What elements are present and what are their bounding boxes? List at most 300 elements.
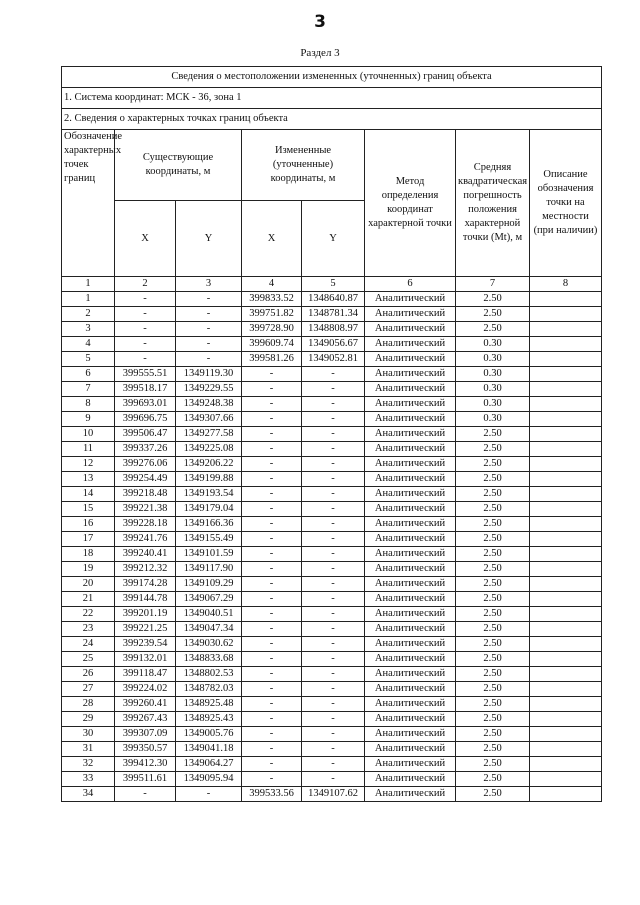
table-cell: - [302, 622, 365, 637]
table-cell: 1349052.81 [302, 352, 365, 367]
table-cell: 17 [62, 532, 115, 547]
table-cell: 2.50 [456, 637, 530, 652]
table-cell: - [302, 577, 365, 592]
table-cell [530, 532, 602, 547]
header-changed-coordinates: Измененные (уточненные) координаты, м [242, 130, 365, 201]
table-cell [530, 307, 602, 322]
table-cell: - [115, 352, 176, 367]
table-cell: Аналитический [365, 457, 456, 472]
table-cell: 20 [62, 577, 115, 592]
table-cell: 29 [62, 712, 115, 727]
table-cell [530, 667, 602, 682]
table-cell: 27 [62, 682, 115, 697]
table-cell: 4 [62, 337, 115, 352]
table-cell: Аналитический [365, 322, 456, 337]
table-cell: Аналитический [365, 757, 456, 772]
table-heading: Сведения о местоположении измененных (уточненных) границ объекта [62, 67, 602, 88]
table-row [62, 367, 602, 382]
table-cell: - [176, 787, 242, 802]
column-number-cell: 1 [62, 277, 115, 292]
table-cell: Аналитический [365, 592, 456, 607]
table-cell [530, 592, 602, 607]
table-row [62, 382, 602, 397]
boundary-points-table [61, 66, 602, 802]
table-cell: 399144.78 [115, 592, 176, 607]
table-cell: Аналитический [365, 397, 456, 412]
table-cell [530, 397, 602, 412]
table-cell: 399267.43 [115, 712, 176, 727]
table-cell: 399132.01 [115, 652, 176, 667]
table-cell: 2.50 [456, 787, 530, 802]
table-cell: 2.50 [456, 592, 530, 607]
table-cell: - [302, 637, 365, 652]
table-cell: - [302, 367, 365, 382]
table-cell: 28 [62, 697, 115, 712]
table-cell: 15 [62, 502, 115, 517]
table-row [62, 727, 602, 742]
table-cell: 399412.30 [115, 757, 176, 772]
table-cell: 2.50 [456, 442, 530, 457]
table-cell: - [176, 322, 242, 337]
table-cell: 1349107.62 [302, 787, 365, 802]
table-cell: 2.50 [456, 742, 530, 757]
table-cell: 2.50 [456, 727, 530, 742]
table-cell: Аналитический [365, 787, 456, 802]
table-cell: Аналитический [365, 652, 456, 667]
table-cell: 32 [62, 757, 115, 772]
table-cell: Аналитический [365, 517, 456, 532]
table-cell: Аналитический [365, 547, 456, 562]
table-cell: 0.30 [456, 367, 530, 382]
table-row [62, 577, 602, 592]
table-cell: 1349225.08 [176, 442, 242, 457]
table-row [62, 607, 602, 622]
table-cell: Аналитический [365, 292, 456, 307]
table-cell: 399693.01 [115, 397, 176, 412]
table-row [62, 697, 602, 712]
header-existing-coordinates: Существующие координаты, м [115, 130, 242, 201]
table-cell: 30 [62, 727, 115, 742]
column-number-cell: 3 [176, 277, 242, 292]
table-cell: - [242, 547, 302, 562]
table-cell [530, 472, 602, 487]
table-cell: - [302, 652, 365, 667]
header-changed-y: Y [302, 201, 365, 277]
table-cell: Аналитический [365, 697, 456, 712]
table-cell: 2.50 [456, 712, 530, 727]
page-number: 3 [314, 12, 326, 32]
table-cell: - [242, 442, 302, 457]
table-cell: 2.50 [456, 487, 530, 502]
header-existing-x: X [115, 201, 176, 277]
table-row [62, 397, 602, 412]
table-cell: - [242, 727, 302, 742]
table-cell: - [115, 322, 176, 337]
column-number-cell: 4 [242, 277, 302, 292]
table-cell: 1348802.53 [176, 667, 242, 682]
table-cell [530, 382, 602, 397]
table-cell: 2.50 [456, 652, 530, 667]
table-cell: 5 [62, 352, 115, 367]
table-cell [530, 787, 602, 802]
table-cell: - [242, 457, 302, 472]
table-row [62, 622, 602, 637]
table-row [62, 502, 602, 517]
table-cell: - [242, 367, 302, 382]
table-cell: 2.50 [456, 577, 530, 592]
table-cell: 14 [62, 487, 115, 502]
table-cell: Аналитический [365, 667, 456, 682]
table-cell: 399228.18 [115, 517, 176, 532]
table-cell: - [242, 397, 302, 412]
table-cell: 399224.02 [115, 682, 176, 697]
table-cell: Аналитический [365, 307, 456, 322]
table-cell: 2.50 [456, 622, 530, 637]
table-cell: 2.50 [456, 562, 530, 577]
table-cell: - [242, 427, 302, 442]
table-cell: Аналитический [365, 532, 456, 547]
table-cell: - [302, 562, 365, 577]
table-cell: - [115, 292, 176, 307]
table-cell: 1349277.58 [176, 427, 242, 442]
table-cell: 2.50 [456, 457, 530, 472]
table-cell: 2.50 [456, 292, 530, 307]
table-cell: Аналитический [365, 607, 456, 622]
table-cell: Аналитический [365, 577, 456, 592]
table-cell [530, 292, 602, 307]
table-cell: - [302, 532, 365, 547]
table-cell: - [242, 622, 302, 637]
table-cell: - [242, 712, 302, 727]
header-existing-y: Y [176, 201, 242, 277]
table-cell: 13 [62, 472, 115, 487]
header-changed-x: X [242, 201, 302, 277]
table-cell: - [302, 427, 365, 442]
table-cell: 2.50 [456, 667, 530, 682]
table-cell: 7 [62, 382, 115, 397]
table-cell [530, 457, 602, 472]
table-cell: 1349030.62 [176, 637, 242, 652]
table-cell: 8 [62, 397, 115, 412]
table-cell [530, 517, 602, 532]
table-cell: 19 [62, 562, 115, 577]
table-cell: 399221.25 [115, 622, 176, 637]
table-row [62, 667, 602, 682]
table-cell: 399240.41 [115, 547, 176, 562]
table-row [62, 517, 602, 532]
table-cell: 31 [62, 742, 115, 757]
table-cell: - [242, 382, 302, 397]
table-cell: 399212.32 [115, 562, 176, 577]
table-cell: 0.30 [456, 352, 530, 367]
table-cell: Аналитический [365, 337, 456, 352]
table-cell: 26 [62, 667, 115, 682]
table-cell: 1349206.22 [176, 457, 242, 472]
table-cell: - [302, 592, 365, 607]
table-cell: 1349109.29 [176, 577, 242, 592]
table-row [62, 712, 602, 727]
table-cell [530, 487, 602, 502]
table-cell: 22 [62, 607, 115, 622]
table-cell: - [242, 502, 302, 517]
table-cell: 2.50 [456, 682, 530, 697]
table-cell: 34 [62, 787, 115, 802]
table-cell: 399506.47 [115, 427, 176, 442]
table-cell: - [302, 727, 365, 742]
table-cell: 399276.06 [115, 457, 176, 472]
table-cell: Аналитический [365, 727, 456, 742]
table-cell: - [115, 307, 176, 322]
table-cell: - [302, 712, 365, 727]
table-cell: 399254.49 [115, 472, 176, 487]
table-row [62, 412, 602, 427]
table-cell: - [302, 442, 365, 457]
table-cell: 399218.48 [115, 487, 176, 502]
table-row [62, 292, 602, 307]
table-cell [530, 352, 602, 367]
table-cell [530, 637, 602, 652]
table-cell: 24 [62, 637, 115, 652]
table-cell: 399581.26 [242, 352, 302, 367]
table-cell: 1349005.76 [176, 727, 242, 742]
table-cell: 399696.75 [115, 412, 176, 427]
table-cell [530, 757, 602, 772]
coordinate-system: 1. Система координат: МСК - 36, зона 1 [62, 88, 602, 109]
table-cell: - [302, 547, 365, 562]
table-cell: 12 [62, 457, 115, 472]
table-cell: 1348925.43 [176, 712, 242, 727]
table-cell: 16 [62, 517, 115, 532]
table-cell: - [242, 772, 302, 787]
table-cell: 399174.28 [115, 577, 176, 592]
table-cell: 2.50 [456, 517, 530, 532]
table-cell: - [242, 577, 302, 592]
table-cell [530, 712, 602, 727]
table-cell: - [242, 592, 302, 607]
table-row [62, 322, 602, 337]
table-cell: 2.50 [456, 772, 530, 787]
table-cell: 0.30 [456, 412, 530, 427]
table-cell: Аналитический [365, 442, 456, 457]
table-cell: - [302, 697, 365, 712]
table-cell: 2.50 [456, 757, 530, 772]
table-cell: 2 [62, 307, 115, 322]
table-cell: 11 [62, 442, 115, 457]
table-cell: Аналитический [365, 382, 456, 397]
table-cell: - [302, 607, 365, 622]
table-cell: 0.30 [456, 382, 530, 397]
table-cell: 2.50 [456, 607, 530, 622]
table-cell: - [302, 757, 365, 772]
table-cell: 399751.82 [242, 307, 302, 322]
table-cell: 399337.26 [115, 442, 176, 457]
table-cell: - [176, 292, 242, 307]
table-row [62, 787, 602, 802]
table-cell: 399609.74 [242, 337, 302, 352]
table-cell: - [176, 307, 242, 322]
table-cell: 2.50 [456, 472, 530, 487]
table-cell: 21 [62, 592, 115, 607]
table-cell: - [302, 502, 365, 517]
table-cell: - [302, 487, 365, 502]
table-cell: 1 [62, 292, 115, 307]
table-cell: 1348808.97 [302, 322, 365, 337]
table-cell: 1349248.38 [176, 397, 242, 412]
table-cell: Аналитический [365, 622, 456, 637]
table-cell: Аналитический [365, 562, 456, 577]
table-cell: - [302, 517, 365, 532]
table-cell [530, 367, 602, 382]
table-cell: 399555.51 [115, 367, 176, 382]
table-cell: 1349119.30 [176, 367, 242, 382]
table-cell [530, 772, 602, 787]
table-cell: 9 [62, 412, 115, 427]
table-cell [530, 412, 602, 427]
table-cell: 399307.09 [115, 727, 176, 742]
table-cell: 0.30 [456, 397, 530, 412]
table-cell [530, 322, 602, 337]
table-cell: - [302, 742, 365, 757]
table-cell: 2.50 [456, 307, 530, 322]
table-cell: - [242, 682, 302, 697]
table-row [62, 427, 602, 442]
table-cell: - [242, 472, 302, 487]
table-cell: 399728.90 [242, 322, 302, 337]
table-cell: 10 [62, 427, 115, 442]
table-cell: - [302, 397, 365, 412]
table-cell: 1348782.03 [176, 682, 242, 697]
table-cell: - [176, 337, 242, 352]
table-cell: - [242, 607, 302, 622]
table-cell: - [242, 652, 302, 667]
table-cell: 1349095.94 [176, 772, 242, 787]
table-cell: Аналитический [365, 712, 456, 727]
header-designation: Обозначение характерных точек границ [62, 130, 115, 277]
table-cell: 0.30 [456, 337, 530, 352]
column-number-cell: 6 [365, 277, 456, 292]
table-cell: 2.50 [456, 532, 530, 547]
table-cell: 2.50 [456, 547, 530, 562]
table-cell: - [242, 532, 302, 547]
table-cell [530, 652, 602, 667]
table-row [62, 682, 602, 697]
table-cell: 399201.19 [115, 607, 176, 622]
table-row [62, 442, 602, 457]
table-cell: Аналитический [365, 487, 456, 502]
table-cell: 399239.54 [115, 637, 176, 652]
table-cell: 399518.17 [115, 382, 176, 397]
table-cell [530, 607, 602, 622]
table-cell: Аналитический [365, 412, 456, 427]
table-cell: 1349166.36 [176, 517, 242, 532]
table-cell: Аналитический [365, 352, 456, 367]
table-cell: - [242, 742, 302, 757]
table-cell: - [242, 517, 302, 532]
table-cell: 2.50 [456, 427, 530, 442]
table-cell: Аналитический [365, 742, 456, 757]
column-number-cell: 5 [302, 277, 365, 292]
table-cell: 399833.52 [242, 292, 302, 307]
table-cell [530, 622, 602, 637]
table-cell: 1349064.27 [176, 757, 242, 772]
table-cell: 2.50 [456, 502, 530, 517]
table-cell [530, 427, 602, 442]
table-row [62, 637, 602, 652]
table-cell: 2.50 [456, 697, 530, 712]
table-cell: - [242, 487, 302, 502]
table-cell [530, 682, 602, 697]
table-cell: Аналитический [365, 682, 456, 697]
table-row [62, 472, 602, 487]
table-cell: 18 [62, 547, 115, 562]
table-cell: - [302, 457, 365, 472]
table-cell: - [242, 697, 302, 712]
table-cell: 1348781.34 [302, 307, 365, 322]
table-cell: 1348640.87 [302, 292, 365, 307]
table-row [62, 352, 602, 367]
table-row [62, 337, 602, 352]
table-cell [530, 442, 602, 457]
table-cell: - [242, 412, 302, 427]
table-cell: - [302, 472, 365, 487]
table-cell [530, 562, 602, 577]
table-cell: 399260.41 [115, 697, 176, 712]
column-number-cell: 2 [115, 277, 176, 292]
table-cell: - [302, 382, 365, 397]
table-cell [530, 502, 602, 517]
column-number-cell: 7 [456, 277, 530, 292]
table-cell: 399118.47 [115, 667, 176, 682]
table-cell: 3 [62, 322, 115, 337]
table-row [62, 547, 602, 562]
table-cell: Аналитический [365, 772, 456, 787]
table-cell [530, 727, 602, 742]
table-cell: 399350.57 [115, 742, 176, 757]
table-cell: 1349117.90 [176, 562, 242, 577]
table-cell: 1348833.68 [176, 652, 242, 667]
table-row [62, 532, 602, 547]
column-number-cell: 8 [530, 277, 602, 292]
table-cell: - [242, 637, 302, 652]
table-row [62, 592, 602, 607]
table-cell: 1349067.29 [176, 592, 242, 607]
table-cell: 1349229.55 [176, 382, 242, 397]
table-cell: Аналитический [365, 637, 456, 652]
table-cell: 1349047.34 [176, 622, 242, 637]
table-cell: 399241.76 [115, 532, 176, 547]
table-cell: - [302, 682, 365, 697]
section-title: Раздел 3 [300, 47, 340, 59]
table-cell: 399221.38 [115, 502, 176, 517]
column-numbers-row [62, 277, 602, 292]
table-cell: 1348925.48 [176, 697, 242, 712]
points-heading: 2. Сведения о характерных точках границ объекта [62, 109, 602, 130]
table-cell: - [242, 562, 302, 577]
table-cell: 1349056.67 [302, 337, 365, 352]
table-cell: 399511.61 [115, 772, 176, 787]
table-cell: - [302, 667, 365, 682]
table-row [62, 757, 602, 772]
table-row [62, 562, 602, 577]
table-cell: 1349179.04 [176, 502, 242, 517]
table-cell: Аналитический [365, 367, 456, 382]
table-cell: 1349307.66 [176, 412, 242, 427]
table-cell: - [242, 757, 302, 772]
table-cell: 33 [62, 772, 115, 787]
table-cell: 1349155.49 [176, 532, 242, 547]
table-cell: - [115, 787, 176, 802]
table-cell [530, 337, 602, 352]
